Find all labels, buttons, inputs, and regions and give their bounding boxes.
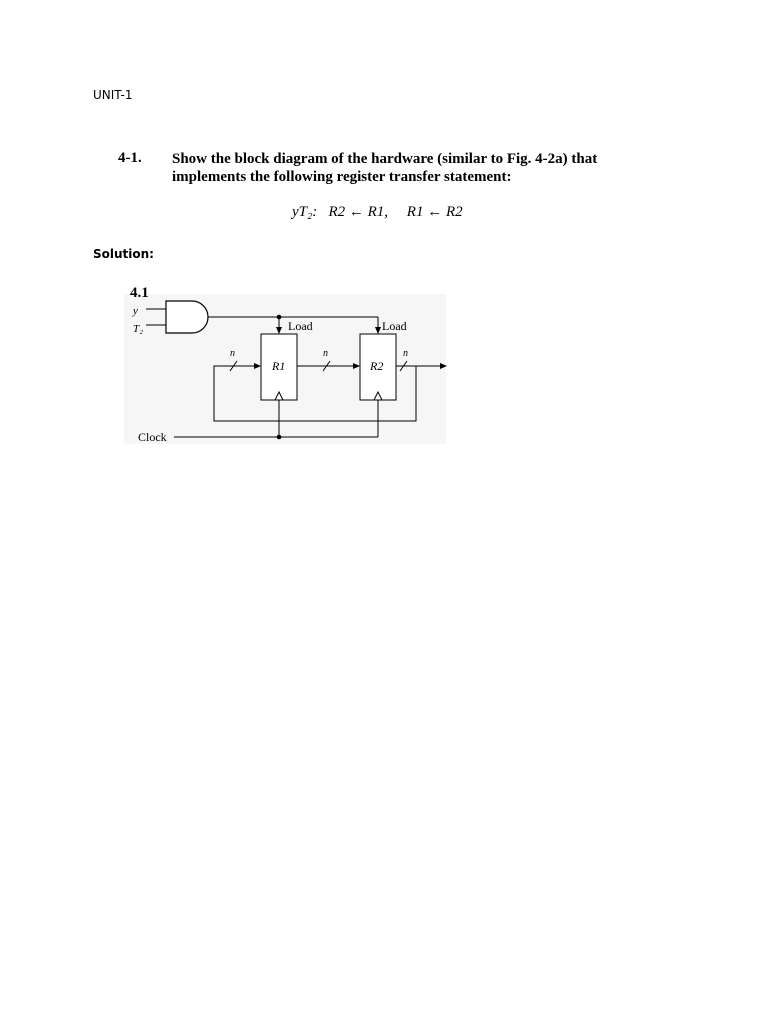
register-transfer-statement: yT₂: R2 ← R1, R1 ← R2	[292, 204, 463, 220]
bus-width-2: n	[323, 348, 328, 359]
solution-label: Solution:	[93, 247, 154, 261]
unit-heading: UNIT-1	[93, 88, 133, 102]
input-y-label: y	[133, 305, 138, 317]
load2-label: Load	[382, 319, 407, 333]
figure-number: 4.1	[130, 285, 149, 301]
r2-label: R2	[370, 359, 384, 373]
problem-text: Show the block diagram of the hardware (similar to Fig. 4-2a) that implements the following register transfer statement:	[172, 151, 598, 185]
bus-width-1: n	[230, 348, 235, 359]
bus-width-3: n	[403, 348, 408, 359]
problem-number: 4-1.	[118, 150, 142, 166]
clock-label: Clock	[138, 430, 167, 444]
input-t2-label: T₂	[133, 323, 143, 335]
and-gate	[166, 301, 208, 333]
load1-label: Load	[288, 319, 313, 333]
block-diagram	[124, 278, 449, 446]
r1-label: R1	[272, 359, 286, 373]
